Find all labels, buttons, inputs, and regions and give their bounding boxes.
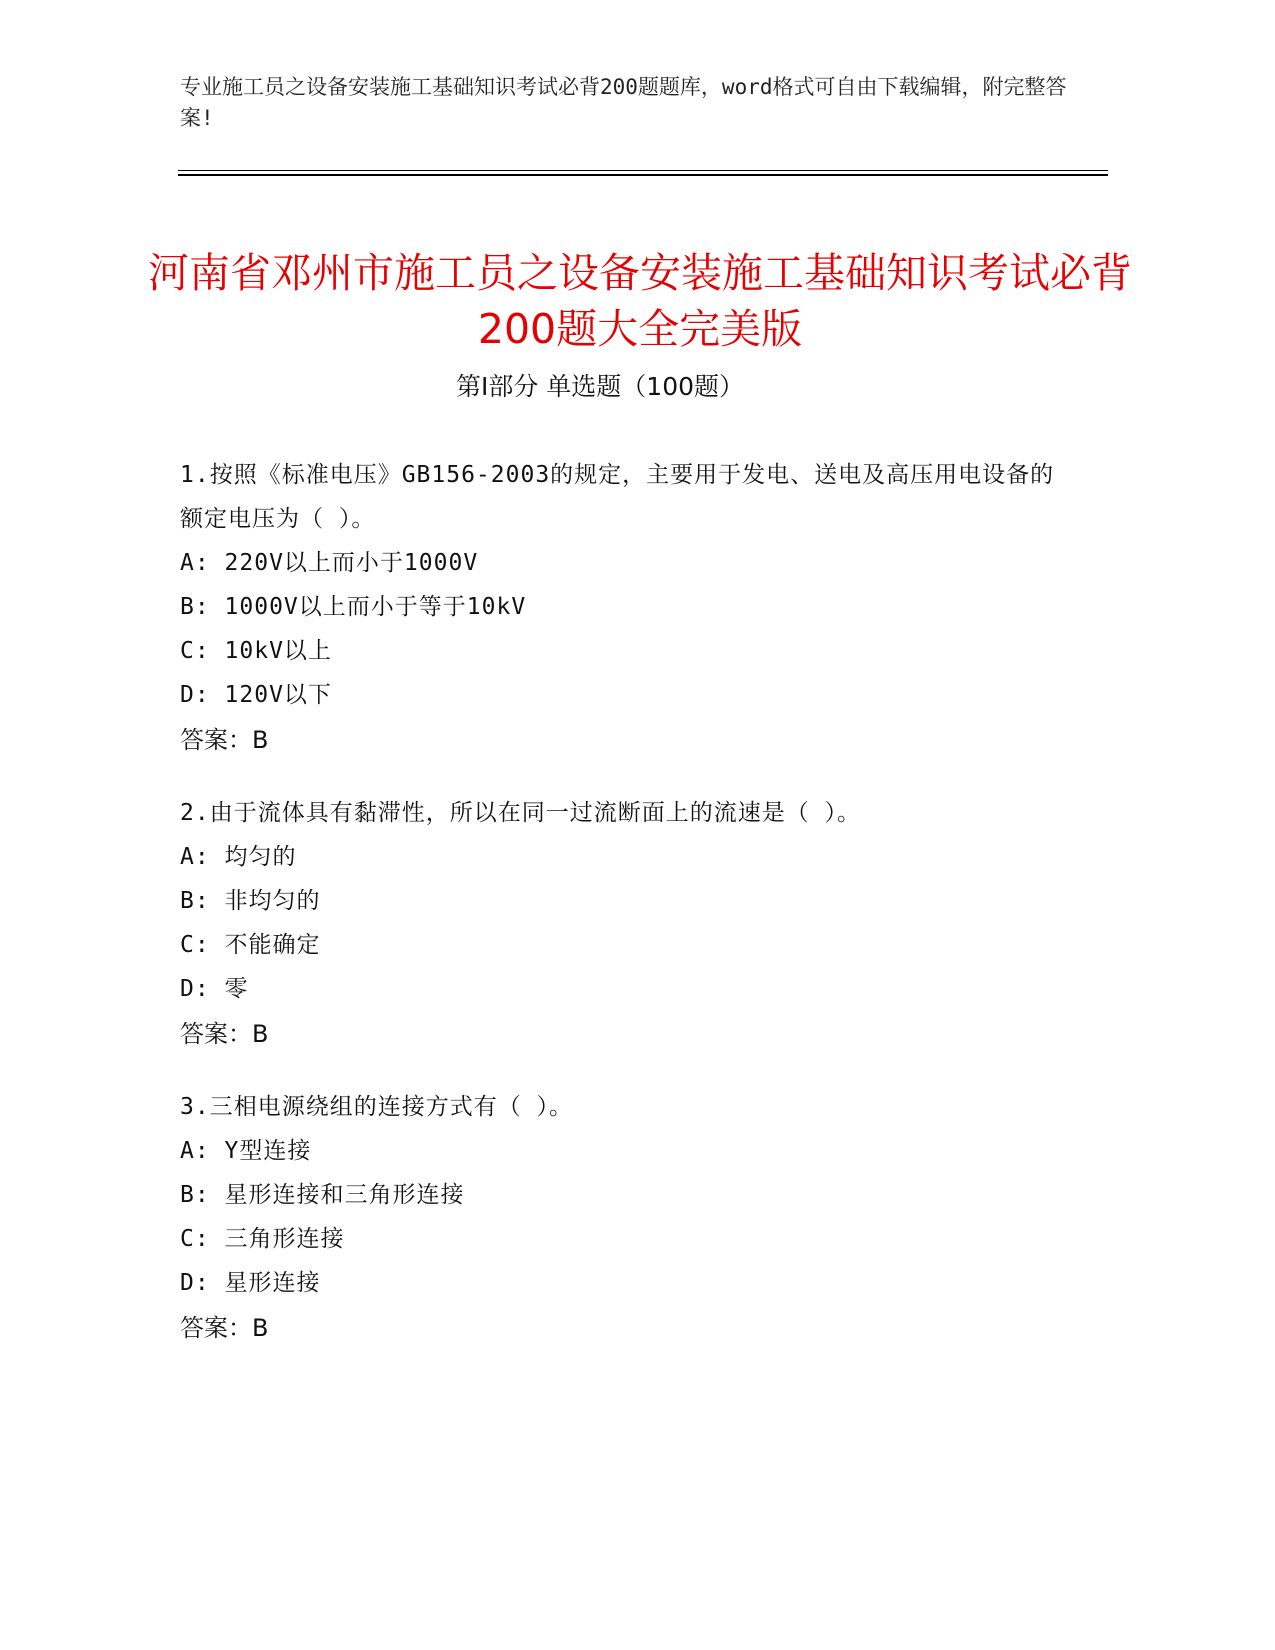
header-divider-thick [178,174,1108,176]
option-b: B: 1000V以上而小于等于10kV [180,594,527,620]
header-note: 专业施工员之设备安装施工基础知识考试必背200题题库，word格式可自由下载编辑，附完整答案! [180,75,1067,130]
question-list [180,453,1060,1379]
option-b: B: 星形连接和三角形连接 [180,1182,465,1208]
option-a: A: 均匀的 [180,844,297,870]
option-a: A: Y型连接 [180,1138,312,1164]
option-d: D: 零 [180,976,249,1002]
option-a: A: 220V以上而小于1000V [180,550,479,576]
section-title: 第Ⅰ部分 单选题（100题） [455,372,745,401]
question-2 [180,791,1060,1057]
question-3 [180,1085,1060,1351]
option-c: C: 不能确定 [180,932,321,958]
option-d: D: 星形连接 [180,1270,321,1296]
question-stem: 3.三相电源绕组的连接方式有（ ）。 [180,1094,574,1120]
option-c: C: 三角形连接 [180,1226,345,1252]
document-title: 河南省邓州市施工员之设备安装施工基础知识考试必背200题大全完美版 [148,249,1132,354]
answer: 答案：B [180,726,269,754]
answer: 答案：B [180,1020,269,1048]
header-divider-thin [178,170,1108,171]
question-stem: 2.由于流体具有黏滞性，所以在同一过流断面上的流速是（ ）。 [180,800,862,826]
option-c: C: 10kV以上 [180,638,332,664]
question-1 [180,453,1060,763]
question-stem: 1.按照《标准电压》GB156-2003的规定，主要用于发电、送电及高压用电设备的额定电压为（ ）。 [180,462,1055,532]
option-d: D: 120V以下 [180,682,332,708]
option-b: B: 非均匀的 [180,888,321,914]
answer: 答案：B [180,1314,269,1342]
